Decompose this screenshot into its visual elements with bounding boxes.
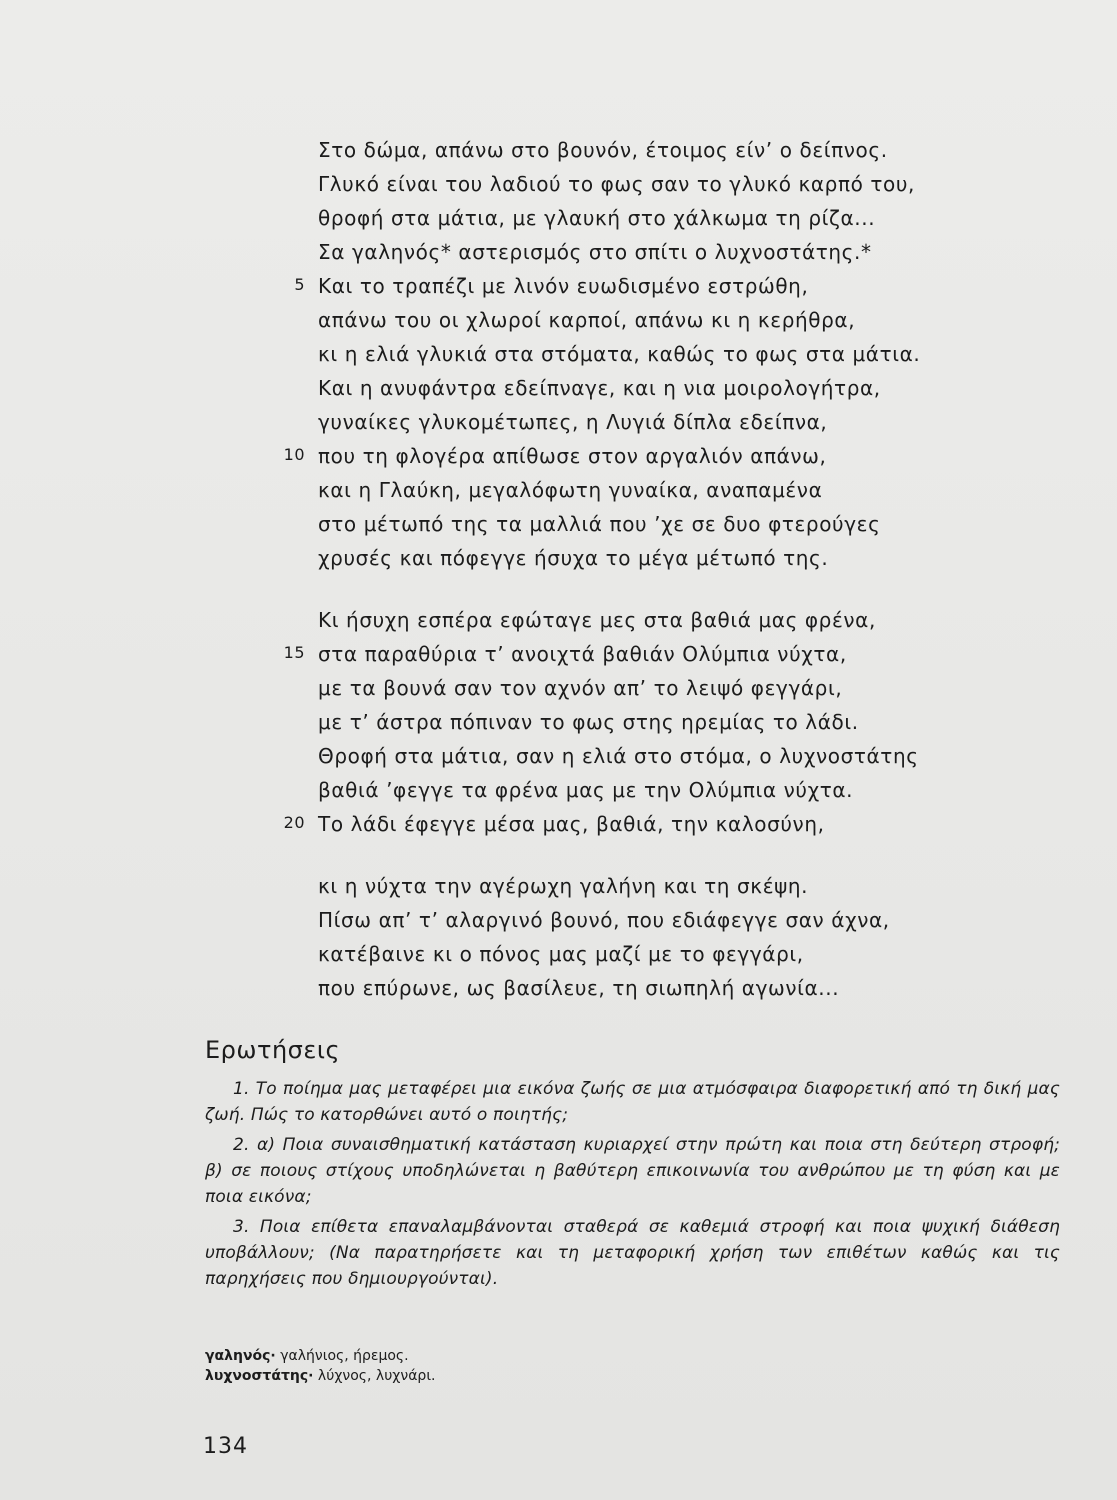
question-item: 1. Το ποίημα μας μεταφέρει μια εικόνα ζωής σε μια ατμόσφαιρα διαφορετική από τη δική μας ζωή. Πώς το κατορθώνει αυτό ο ποιητής; (205, 1079, 1060, 1125)
line-number: 5 (294, 275, 305, 294)
poem-line: κατέβαινε κι ο πόνος μας μαζί με το φεγγάρι, (318, 942, 804, 966)
poem-line: κι η ελιά γλυκιά στα στόματα, καθώς το φως στα μάτια. (318, 342, 921, 366)
poem-line: Και η ανυφάντρα εδείπναγε, και η νια μοιρολογήτρα, (318, 376, 881, 400)
poem-line: με τ’ άστρα πόπιναν το φως στης ηρεμίας το λάδι. (318, 710, 859, 734)
poem-line: χρυσές και πόφεγγε ήσυχα το μέγα μέτωπό της. (318, 546, 829, 570)
poem-line: που τη φλογέρα απίθωσε στον αργαλιόν απάνω, (318, 444, 827, 468)
glossary-term: λυχνοστάτης· (205, 1368, 314, 1384)
glossary (205, 1346, 436, 1386)
poem-line: στο μέτωπό της τα μαλλιά που ’χε σε δυο φτερούγες (318, 512, 881, 536)
poem-line: και η Γλαύκη, μεγαλόφωτη γυναίκα, αναπαμένα (318, 478, 823, 502)
glossary-term: γαληνός· (205, 1348, 276, 1364)
poem-line: βαθιά ’φεγγε τα φρένα μας με την Ολύμπια νύχτα. (318, 778, 854, 802)
poem-line: Στο δώμα, απάνω στο βουνόν, έτοιμος είν’ ο δείπνος. (318, 138, 888, 162)
line-number: 20 (283, 813, 305, 832)
poem-line: απάνω του οι χλωροί καρποί, απάνω κι η κερήθρα, (318, 308, 856, 332)
page-number: 134 (203, 1434, 248, 1459)
poem-line: Το λάδι έφεγγε μέσα μας, βαθιά, την καλοσύνη, (318, 812, 825, 836)
poem-line: Και το τραπέζι με λινόν ευωδισμένο εστρώθη, (318, 274, 809, 298)
question-item: 2. α) Ποια συναισθηματική κατάσταση κυριαρχεί στην πρώτη και ποια στη δεύτερη στροφή; β) σε ποιους στίχους υποδηλώνεται η βαθύτερη επικοινωνία του ανθρώπου με τη φύση και με ποια εικόνα; (205, 1135, 1060, 1207)
poem-line: Γλυκό είναι του λαδιού το φως σαν το γλυκό καρπό του, (318, 172, 916, 196)
glossary-definition: γαλήνιος, ήρεμος. (275, 1348, 409, 1364)
glossary-entry (205, 1346, 436, 1366)
poem-line: θροφή στα μάτια, με γλαυκή στο χάλκωμα τη ρίζα... (318, 206, 876, 230)
poem-line: στα παραθύρια τ’ ανοιχτά βαθιάν Ολύμπια νύχτα, (318, 642, 847, 666)
poem-line: Κι ήσυχη εσπέρα εφώταγε μες στα βαθιά μας φρένα, (318, 608, 876, 632)
poem-line: που επύρωνε, ως βασίλευε, τη σιωπηλή αγωνία... (318, 976, 840, 1000)
line-number: 15 (283, 643, 305, 662)
glossary-definition: λύχνος, λυχνάρι. (313, 1368, 436, 1384)
poem-line: με τα βουνά σαν τον αχνόν απ’ το λειψό φεγγάρι, (318, 676, 843, 700)
question-item: 3. Ποια επίθετα επαναλαμβάνονται σταθερά σε καθεμιά στροφή και ποια ψυχική διάθεση υποβάλλουν; (Να παρατηρήσετε και τη μεταφορική χρήση των επιθέτων καθώς και τις παρηχήσεις που δημιουργούνται). (205, 1217, 1060, 1289)
poem-line: Θροφή στα μάτια, σαν η ελιά στο στόμα, ο λυχνοστάτης (318, 744, 919, 768)
poem-line: κι η νύχτα την αγέρωχη γαλήνη και τη σκέψη. (318, 874, 809, 898)
line-number: 10 (283, 445, 305, 464)
poem-line: γυναίκες γλυκομέτωπες, η Λυγιά δίπλα εδείπνα, (318, 410, 828, 434)
poem-line: Σα γαληνός* αστερισμός στο σπίτι ο λυχνοστάτης.* (318, 240, 872, 264)
glossary-entry (205, 1366, 436, 1386)
questions-title: Ερωτήσεις (205, 1036, 341, 1064)
questions-list (205, 1076, 1060, 1296)
poem-line: Πίσω απ’ τ’ αλαργινό βουνό, που εδιάφεγγε σαν άχνα, (318, 908, 890, 932)
